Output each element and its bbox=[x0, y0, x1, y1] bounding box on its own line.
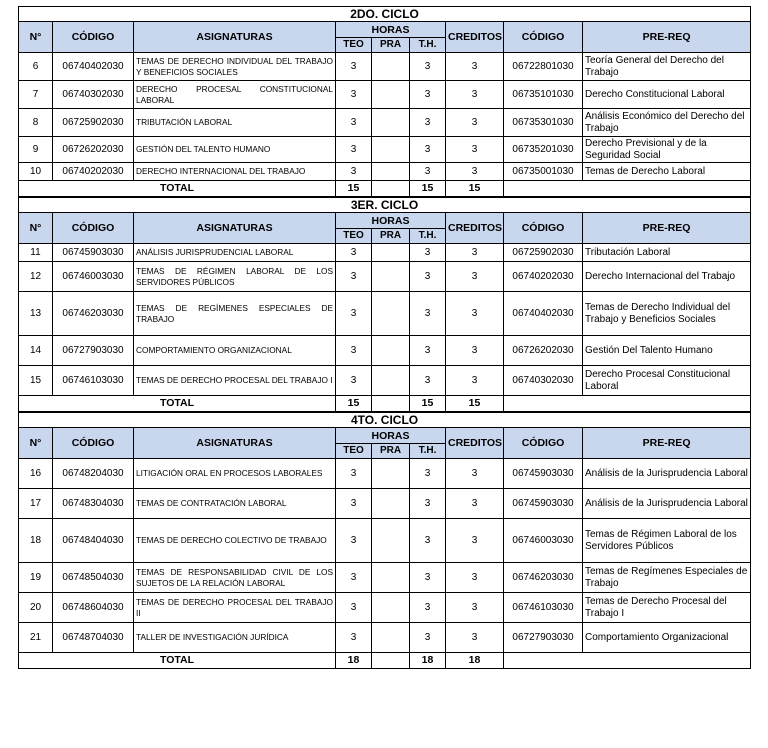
cell-codigo-prereq: 06735001030 bbox=[504, 163, 583, 181]
cell-pra bbox=[372, 593, 410, 623]
table-row bbox=[19, 519, 751, 563]
cell-prereq: Temas de Derecho Individual del Trabajo y Beneficios Sociales bbox=[583, 292, 751, 336]
cell-pra bbox=[372, 292, 410, 336]
cell-codigo: 06745903030 bbox=[53, 244, 134, 262]
header-codigo: CÓDIGO bbox=[53, 213, 134, 244]
cell-th: 3 bbox=[410, 366, 446, 396]
cell-th: 3 bbox=[410, 292, 446, 336]
header-creditos: CREDITOS bbox=[446, 428, 504, 459]
cell-codigo-prereq: 06746103030 bbox=[504, 593, 583, 623]
cell-th: 3 bbox=[410, 336, 446, 366]
table-row bbox=[19, 459, 751, 489]
cell-teo: 3 bbox=[336, 292, 372, 336]
header-prereq: PRE-REQ bbox=[583, 213, 751, 244]
header-pra: PRA bbox=[372, 38, 410, 53]
header-creditos: CREDITOS bbox=[446, 22, 504, 53]
cell-creditos: 3 bbox=[446, 109, 504, 137]
header-pra: PRA bbox=[372, 229, 410, 244]
table-row bbox=[19, 244, 751, 262]
cell-asignatura: TEMAS DE DERECHO PROCESAL DEL TRABAJO II bbox=[134, 593, 336, 623]
cell-asignatura: DERECHO PROCESAL CONSTITUCIONAL LABORAL bbox=[134, 81, 336, 109]
header-creditos: CREDITOS bbox=[446, 213, 504, 244]
cell-num: 14 bbox=[19, 336, 53, 366]
cell-asignatura: TEMAS DE REGÍMENES ESPECIALES DE TRABAJO bbox=[134, 292, 336, 336]
cell-creditos: 3 bbox=[446, 623, 504, 653]
cell-th: 3 bbox=[410, 137, 446, 163]
cell-codigo: 06748204030 bbox=[53, 459, 134, 489]
cell-th: 3 bbox=[410, 262, 446, 292]
table-row bbox=[19, 137, 751, 163]
header-asignaturas: ASIGNATURAS bbox=[134, 428, 336, 459]
cell-teo: 3 bbox=[336, 623, 372, 653]
cell-pra bbox=[372, 137, 410, 163]
cell-codigo-prereq: 06740302030 bbox=[504, 366, 583, 396]
cell-codigo: 06740302030 bbox=[53, 81, 134, 109]
total-th: 18 bbox=[410, 653, 446, 669]
cell-num: 20 bbox=[19, 593, 53, 623]
cell-teo: 3 bbox=[336, 81, 372, 109]
cell-teo: 3 bbox=[336, 489, 372, 519]
cell-pra bbox=[372, 489, 410, 519]
cell-creditos: 3 bbox=[446, 262, 504, 292]
cell-num: 9 bbox=[19, 137, 53, 163]
cell-codigo-prereq: 06726202030 bbox=[504, 336, 583, 366]
cell-th: 3 bbox=[410, 459, 446, 489]
cell-codigo-prereq: 06722801030 bbox=[504, 53, 583, 81]
cell-codigo-prereq: 06735301030 bbox=[504, 109, 583, 137]
ciclo-table-2do bbox=[18, 6, 751, 197]
table-row bbox=[19, 109, 751, 137]
cell-teo: 3 bbox=[336, 336, 372, 366]
cell-creditos: 3 bbox=[446, 563, 504, 593]
header-th: T.H. bbox=[410, 38, 446, 53]
cell-creditos: 3 bbox=[446, 137, 504, 163]
header-th: T.H. bbox=[410, 229, 446, 244]
header-codigo: CÓDIGO bbox=[53, 22, 134, 53]
cell-teo: 3 bbox=[336, 163, 372, 181]
cell-codigo: 06727903030 bbox=[53, 336, 134, 366]
cell-num: 18 bbox=[19, 519, 53, 563]
cell-prereq: Temas de Régimen Laboral de los Servidores Públicos bbox=[583, 519, 751, 563]
cell-th: 3 bbox=[410, 519, 446, 563]
cell-creditos: 3 bbox=[446, 519, 504, 563]
cell-codigo: 06748304030 bbox=[53, 489, 134, 519]
cell-codigo-prereq: 06727903030 bbox=[504, 623, 583, 653]
cell-pra bbox=[372, 563, 410, 593]
cell-codigo-prereq: 06745903030 bbox=[504, 489, 583, 519]
cell-pra bbox=[372, 366, 410, 396]
cell-creditos: 3 bbox=[446, 366, 504, 396]
cell-asignatura: GESTIÓN DEL TALENTO HUMANO bbox=[134, 137, 336, 163]
cell-th: 3 bbox=[410, 489, 446, 519]
cell-creditos: 3 bbox=[446, 336, 504, 366]
total-th: 15 bbox=[410, 181, 446, 197]
cell-creditos: 3 bbox=[446, 292, 504, 336]
cell-num: 12 bbox=[19, 262, 53, 292]
header-teo: TEO bbox=[336, 38, 372, 53]
cell-prereq: Análisis de la Jurisprudencia Laboral bbox=[583, 489, 751, 519]
header-num: N° bbox=[19, 213, 53, 244]
cell-asignatura: TEMAS DE CONTRATACIÓN LABORAL bbox=[134, 489, 336, 519]
curriculum-document bbox=[18, 6, 750, 669]
header-codigo: CÓDIGO bbox=[53, 428, 134, 459]
cell-pra bbox=[372, 163, 410, 181]
header-asignaturas: ASIGNATURAS bbox=[134, 213, 336, 244]
cell-prereq: Análisis Económico del Derecho del Trabajo bbox=[583, 109, 751, 137]
cell-asignatura: TEMAS DE RESPONSABILIDAD CIVIL DE LOS SUJETOS DE LA RELACIÓN LABORAL bbox=[134, 563, 336, 593]
cell-num: 6 bbox=[19, 53, 53, 81]
total-label: TOTAL bbox=[19, 396, 336, 412]
cell-th: 3 bbox=[410, 53, 446, 81]
cell-th: 3 bbox=[410, 244, 446, 262]
header-num: N° bbox=[19, 22, 53, 53]
header-teo: TEO bbox=[336, 229, 372, 244]
cell-codigo: 06746203030 bbox=[53, 292, 134, 336]
cell-codigo: 06748604030 bbox=[53, 593, 134, 623]
cell-pra bbox=[372, 623, 410, 653]
table-row bbox=[19, 262, 751, 292]
cell-th: 3 bbox=[410, 109, 446, 137]
cell-asignatura: TALLER DE INVESTIGACIÓN JURÍDICA bbox=[134, 623, 336, 653]
table-row bbox=[19, 366, 751, 396]
cell-prereq: Tributación Laboral bbox=[583, 244, 751, 262]
cell-pra bbox=[372, 262, 410, 292]
header-th: T.H. bbox=[410, 444, 446, 459]
header-horas: HORAS bbox=[336, 22, 446, 38]
cell-codigo-prereq: 06740202030 bbox=[504, 262, 583, 292]
total-row bbox=[19, 181, 751, 197]
total-blank bbox=[504, 653, 751, 669]
total-creditos: 18 bbox=[446, 653, 504, 669]
cell-codigo: 06748504030 bbox=[53, 563, 134, 593]
cell-creditos: 3 bbox=[446, 593, 504, 623]
cell-creditos: 3 bbox=[446, 53, 504, 81]
cell-pra bbox=[372, 459, 410, 489]
total-creditos: 15 bbox=[446, 396, 504, 412]
cell-prereq: Gestión Del Talento Humano bbox=[583, 336, 751, 366]
total-creditos: 15 bbox=[446, 181, 504, 197]
cell-teo: 3 bbox=[336, 262, 372, 292]
cell-creditos: 3 bbox=[446, 489, 504, 519]
ciclo-table-3er bbox=[18, 197, 751, 412]
header-teo: TEO bbox=[336, 444, 372, 459]
cell-teo: 3 bbox=[336, 459, 372, 489]
table-row bbox=[19, 593, 751, 623]
cell-num: 7 bbox=[19, 81, 53, 109]
cell-th: 3 bbox=[410, 563, 446, 593]
cell-asignatura: LITIGACIÓN ORAL EN PROCESOS LABORALES bbox=[134, 459, 336, 489]
cell-codigo-prereq: 06740402030 bbox=[504, 292, 583, 336]
cell-prereq: Derecho Procesal Constitucional Laboral bbox=[583, 366, 751, 396]
total-blank bbox=[504, 181, 751, 197]
cell-num: 19 bbox=[19, 563, 53, 593]
cell-prereq: Temas de Derecho Procesal del Trabajo I bbox=[583, 593, 751, 623]
cell-asignatura: COMPORTAMIENTO ORGANIZACIONAL bbox=[134, 336, 336, 366]
total-blank bbox=[504, 396, 751, 412]
header-horas: HORAS bbox=[336, 213, 446, 229]
table-row bbox=[19, 53, 751, 81]
cell-creditos: 3 bbox=[446, 244, 504, 262]
ciclo-table-4to bbox=[18, 412, 751, 669]
cell-prereq: Comportamiento Organizacional bbox=[583, 623, 751, 653]
header-asignaturas: ASIGNATURAS bbox=[134, 22, 336, 53]
header-num: N° bbox=[19, 428, 53, 459]
total-th: 15 bbox=[410, 396, 446, 412]
cell-num: 21 bbox=[19, 623, 53, 653]
table-row bbox=[19, 623, 751, 653]
table-row bbox=[19, 292, 751, 336]
cell-codigo: 06725902030 bbox=[53, 109, 134, 137]
cell-teo: 3 bbox=[336, 366, 372, 396]
cell-pra bbox=[372, 244, 410, 262]
cell-pra bbox=[372, 109, 410, 137]
total-row bbox=[19, 396, 751, 412]
header-pra: PRA bbox=[372, 444, 410, 459]
total-label: TOTAL bbox=[19, 653, 336, 669]
header-prereq: PRE-REQ bbox=[583, 22, 751, 53]
table-row bbox=[19, 81, 751, 109]
cell-num: 11 bbox=[19, 244, 53, 262]
cell-th: 3 bbox=[410, 163, 446, 181]
total-pra bbox=[372, 653, 410, 669]
header-codigo-prereq: CÓDIGO bbox=[504, 428, 583, 459]
table-row bbox=[19, 489, 751, 519]
cell-prereq: Derecho Previsional y de la Seguridad Social bbox=[583, 137, 751, 163]
cell-teo: 3 bbox=[336, 244, 372, 262]
cell-num: 13 bbox=[19, 292, 53, 336]
cell-codigo-prereq: 06725902030 bbox=[504, 244, 583, 262]
ciclo-title: 4TO. CICLO bbox=[19, 413, 751, 428]
cell-codigo-prereq: 06746003030 bbox=[504, 519, 583, 563]
table-row bbox=[19, 563, 751, 593]
cell-teo: 3 bbox=[336, 593, 372, 623]
cell-th: 3 bbox=[410, 593, 446, 623]
cell-creditos: 3 bbox=[446, 459, 504, 489]
cell-codigo: 06740402030 bbox=[53, 53, 134, 81]
cell-prereq: Temas de Derecho Laboral bbox=[583, 163, 751, 181]
ciclo-title: 3ER. CICLO bbox=[19, 198, 751, 213]
cell-prereq: Derecho Internacional del Trabajo bbox=[583, 262, 751, 292]
cell-teo: 3 bbox=[336, 563, 372, 593]
cell-asignatura: TEMAS DE DERECHO INDIVIDUAL DEL TRABAJO Y BENEFICIOS SOCIALES bbox=[134, 53, 336, 81]
cell-th: 3 bbox=[410, 623, 446, 653]
cell-asignatura: TEMAS DE DERECHO COLECTIVO DE TRABAJO bbox=[134, 519, 336, 563]
total-row bbox=[19, 653, 751, 669]
cell-codigo-prereq: 06745903030 bbox=[504, 459, 583, 489]
cell-prereq: Análisis de la Jurisprudencia Laboral bbox=[583, 459, 751, 489]
total-label: TOTAL bbox=[19, 181, 336, 197]
cell-pra bbox=[372, 336, 410, 366]
cell-asignatura: TRIBUTACIÓN LABORAL bbox=[134, 109, 336, 137]
cell-codigo-prereq: 06746203030 bbox=[504, 563, 583, 593]
cell-num: 15 bbox=[19, 366, 53, 396]
cell-teo: 3 bbox=[336, 109, 372, 137]
cell-codigo: 06748704030 bbox=[53, 623, 134, 653]
cell-asignatura: TEMAS DE DERECHO PROCESAL DEL TRABAJO I bbox=[134, 366, 336, 396]
cell-th: 3 bbox=[410, 81, 446, 109]
cell-creditos: 3 bbox=[446, 81, 504, 109]
cell-num: 10 bbox=[19, 163, 53, 181]
table-row bbox=[19, 163, 751, 181]
cell-codigo-prereq: 06735101030 bbox=[504, 81, 583, 109]
total-teo: 18 bbox=[336, 653, 372, 669]
header-prereq: PRE-REQ bbox=[583, 428, 751, 459]
cell-num: 16 bbox=[19, 459, 53, 489]
cell-pra bbox=[372, 53, 410, 81]
total-pra bbox=[372, 181, 410, 197]
cell-asignatura: DERECHO INTERNACIONAL DEL TRABAJO bbox=[134, 163, 336, 181]
cell-teo: 3 bbox=[336, 53, 372, 81]
cell-codigo: 06726202030 bbox=[53, 137, 134, 163]
cell-prereq: Temas de Regímenes Especiales de Trabajo bbox=[583, 563, 751, 593]
cell-codigo: 06740202030 bbox=[53, 163, 134, 181]
header-horas: HORAS bbox=[336, 428, 446, 444]
cell-prereq: Teoría General del Derecho del Trabajo bbox=[583, 53, 751, 81]
cell-codigo-prereq: 06735201030 bbox=[504, 137, 583, 163]
header-codigo-prereq: CÓDIGO bbox=[504, 213, 583, 244]
cell-codigo: 06746103030 bbox=[53, 366, 134, 396]
total-pra bbox=[372, 396, 410, 412]
cell-num: 8 bbox=[19, 109, 53, 137]
cell-asignatura: ANÁLISIS JURISPRUDENCIAL LABORAL bbox=[134, 244, 336, 262]
cell-pra bbox=[372, 81, 410, 109]
cell-teo: 3 bbox=[336, 137, 372, 163]
cell-num: 17 bbox=[19, 489, 53, 519]
cell-pra bbox=[372, 519, 410, 563]
total-teo: 15 bbox=[336, 396, 372, 412]
cell-teo: 3 bbox=[336, 519, 372, 563]
cell-prereq: Derecho Constitucional Laboral bbox=[583, 81, 751, 109]
cell-codigo: 06748404030 bbox=[53, 519, 134, 563]
cell-asignatura: TEMAS DE RÉGIMEN LABORAL DE LOS SERVIDORES PÚBLICOS bbox=[134, 262, 336, 292]
ciclo-title: 2DO. CICLO bbox=[19, 7, 751, 22]
header-codigo-prereq: CÓDIGO bbox=[504, 22, 583, 53]
total-teo: 15 bbox=[336, 181, 372, 197]
table-row bbox=[19, 336, 751, 366]
cell-codigo: 06746003030 bbox=[53, 262, 134, 292]
cell-creditos: 3 bbox=[446, 163, 504, 181]
